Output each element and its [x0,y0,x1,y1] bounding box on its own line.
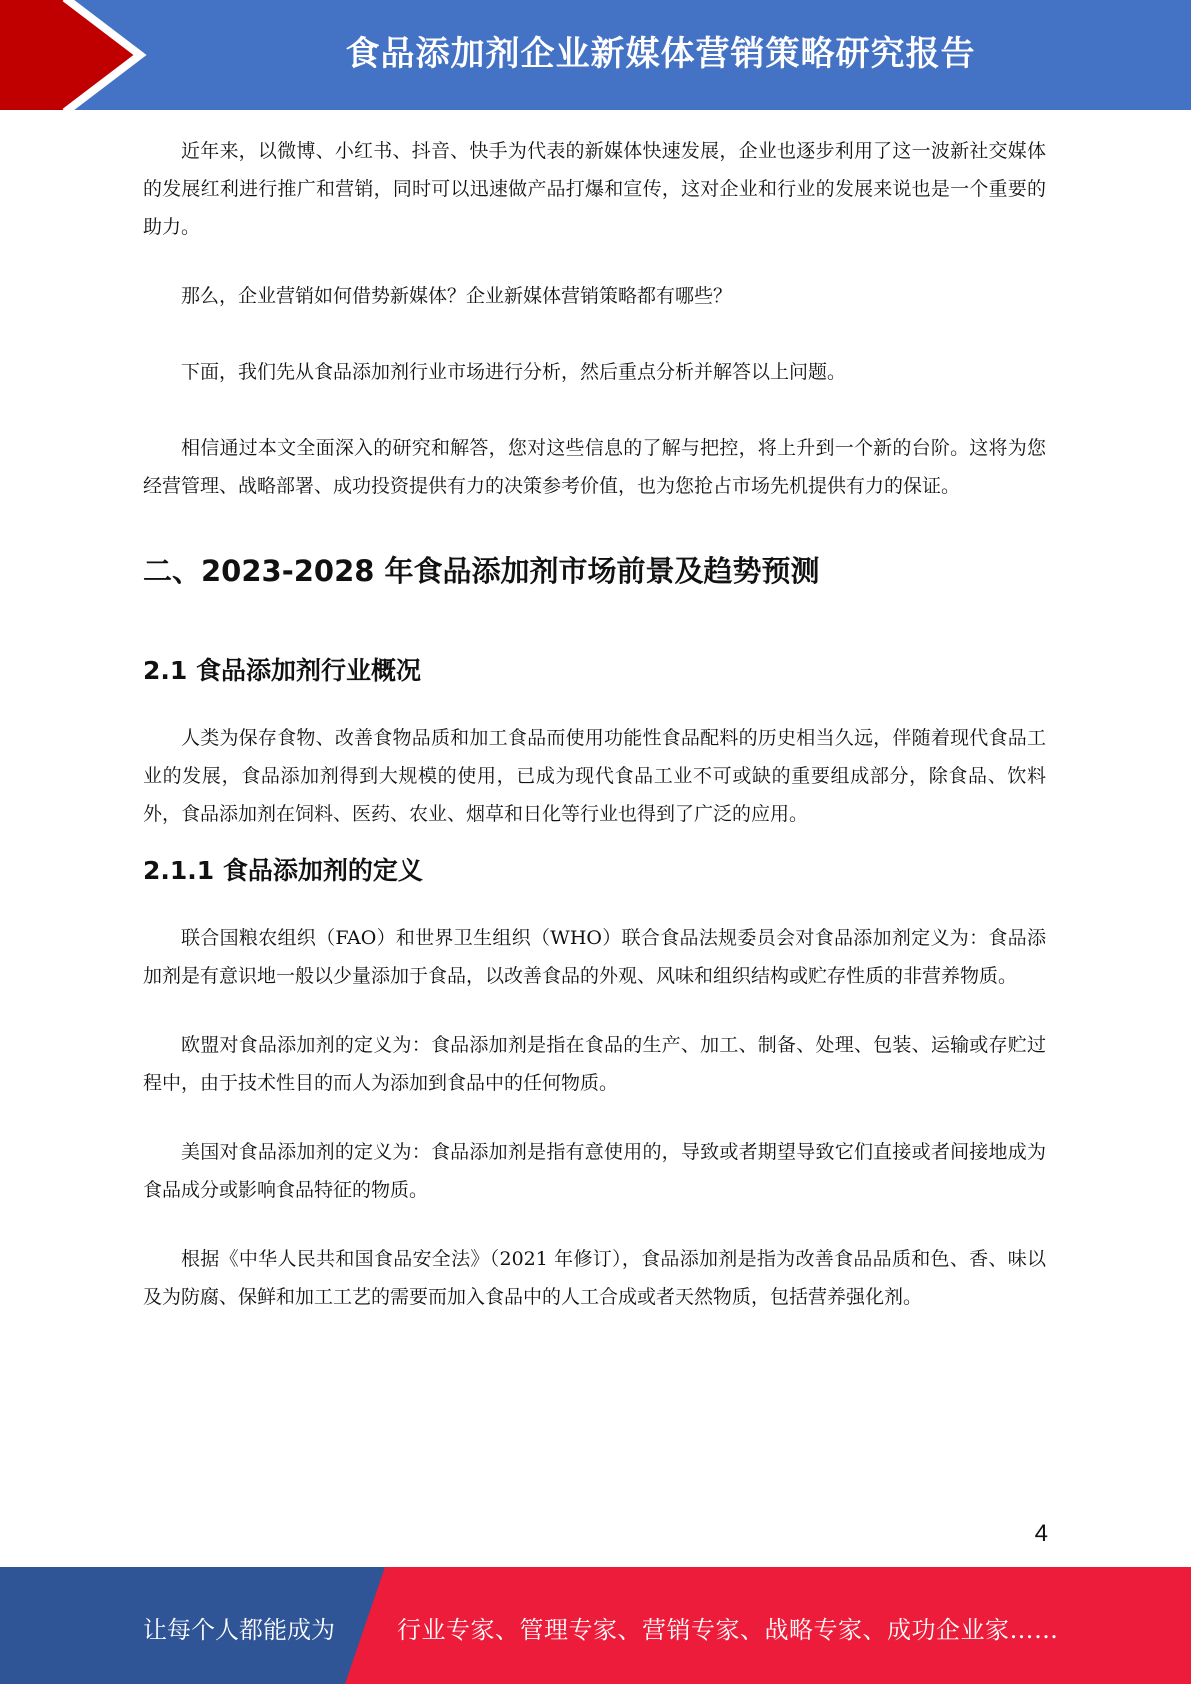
intro-paragraph-1: 近年来，以微博、小红书、抖音、快手为代表的新媒体快速发展，企业也逐步利用了这一波新社交媒体的发展红利进行推广和营销，同时可以迅速做产品打爆和宣传，这对企业和行业的发展来说也是一个重要的助力。 [143,140,1046,238]
section-2-1-1-heading: 2.1.1 食品添加剂的定义 [143,856,423,885]
definition-fao-who: 联合国粮农组织（FAO）和世界卫生组织（WHO）联合食品法规委员会对食品添加剂定义为：食品添加剂是有意识地一般以少量添加于食品，以改善食品的外观、风味和组织结构或贮存性质的非营养物质。 [143,927,1046,987]
intro-paragraph-3: 下面，我们先从食品添加剂行业市场进行分析，然后重点分析并解答以上问题。 [181,361,847,383]
definition-us: 美国对食品添加剂的定义为：食品添加剂是指有意使用的，导致或者期望导致它们直接或者间接地成为食品成分或影响食品特征的物质。 [143,1141,1046,1201]
page-number: 4 [1034,1520,1048,1547]
intro-paragraph-2: 那么，企业营销如何借势新媒体？企业新媒体营销策略都有哪些？ [181,285,733,307]
intro-paragraph-4: 相信通过本文全面深入的研究和解答，您对这些信息的了解与把控，将上升到一个新的台阶。这将为您经营管理、战略部署、成功投资提供有力的决策参考价值，也为您抢占市场先机提供有力的保证。 [143,437,1046,497]
footer-slogan-right: 行业专家、管理专家、营销专家、战略专家、成功企业家…… [397,1616,1059,1644]
report-title: 食品添加剂企业新媒体营销策略研究报告 [345,34,976,74]
header-banner [0,0,1191,110]
footer-slogan-left: 让每个人都能成为 [143,1616,335,1644]
definition-eu: 欧盟对食品添加剂的定义为：食品添加剂是指在食品的生产、加工、制备、处理、包装、运输或存贮过程中，由于技术性目的而人为添加到食品中的任何物质。 [143,1034,1046,1094]
section-2-1-paragraph: 人类为保存食物、改善食物品质和加工食品而使用功能性食品配料的历史相当久远，伴随着现代食品工业的发展，食品添加剂得到大规模的使用，已成为现代食品工业不可或缺的重要组成部分，除食品、饮料外，食品添加剂在饲料、医药、农业、烟草和日化等行业也得到了广泛的应用。 [143,727,1046,825]
main-content [143,132,1046,1316]
definition-china: 根据《中华人民共和国食品安全法》（2021 年修订），食品添加剂是指为改善食品品质和色、香、味以及为防腐、保鲜和加工工艺的需要而加入食品中的人工合成或者天然物质，包括营养强化剂。 [143,1248,1046,1308]
footer-banner [0,1567,1191,1684]
section-2-1-heading: 2.1 食品添加剂行业概况 [143,656,421,685]
section-2-heading: 二、2023-2028 年食品添加剂市场前景及趋势预测 [143,554,820,588]
